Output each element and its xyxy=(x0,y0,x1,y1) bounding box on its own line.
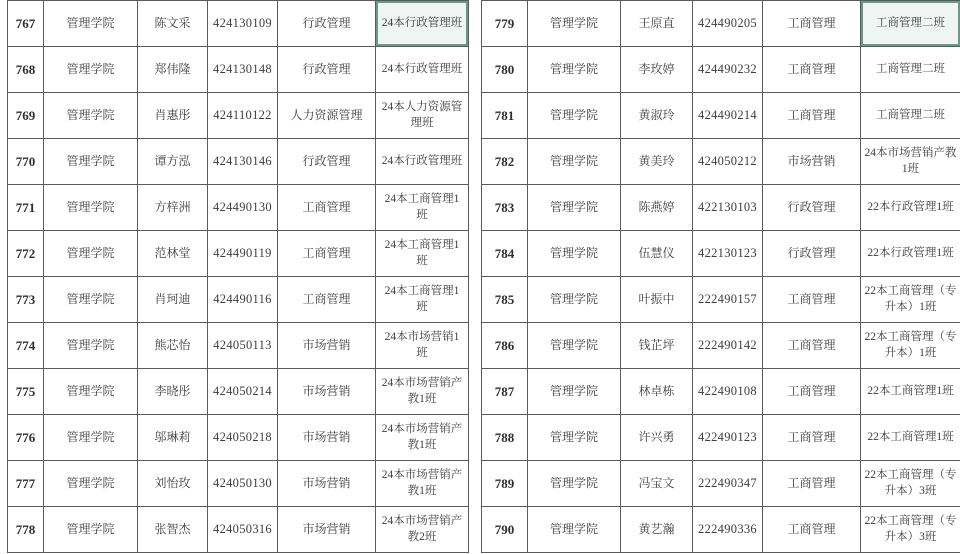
cell-student-id[interactable] xyxy=(693,185,763,231)
cell-row-number[interactable] xyxy=(8,93,44,139)
cell-major[interactable] xyxy=(278,231,376,277)
cell-text: 工商管理 xyxy=(787,62,836,77)
cell-student-name[interactable] xyxy=(138,231,208,277)
cell-text: 24本工商管理1班 xyxy=(384,238,460,267)
cell-student-id[interactable] xyxy=(693,369,763,415)
cell-text: 肖惠彤 xyxy=(154,108,191,123)
cell-student-id[interactable] xyxy=(693,323,763,369)
cell-text: 管理学院 xyxy=(549,108,598,123)
cell-text: 24本人力资源管理班 xyxy=(381,100,463,129)
cell-major[interactable] xyxy=(278,1,376,47)
cell-text: 陈燕婷 xyxy=(638,200,675,215)
cell-text: 管理学院 xyxy=(66,16,115,31)
cell-text: 24本市场营销产教1班 xyxy=(864,146,957,175)
cell-text: 管理学院 xyxy=(66,154,115,169)
cell-text: 黄艺瀚 xyxy=(638,522,675,537)
cell-major[interactable] xyxy=(278,507,376,553)
cell-major[interactable] xyxy=(278,139,376,185)
cell-text: 22本工商管理（专升本）1班 xyxy=(864,330,957,359)
cell-class-name[interactable] xyxy=(861,323,960,369)
cell-text: 770 xyxy=(15,153,36,169)
cell-text: 行政管理 xyxy=(787,246,836,261)
cell-text: 222490157 xyxy=(698,292,757,307)
cell-major[interactable] xyxy=(763,1,861,47)
cell-text: 管理学院 xyxy=(549,16,598,31)
cell-text: 工商管理二班 xyxy=(876,62,945,75)
cell-student-name[interactable] xyxy=(138,415,208,461)
cell-text: 24本市场营销1班 xyxy=(384,330,460,359)
cell-row-number[interactable] xyxy=(8,323,44,369)
cell-major[interactable] xyxy=(278,93,376,139)
cell-text: 786 xyxy=(494,337,515,353)
cell-student-name[interactable] xyxy=(138,277,208,323)
cell-text: 424050218 xyxy=(213,430,272,445)
cell-text: 424490116 xyxy=(213,292,272,307)
cell-text: 424130146 xyxy=(213,154,272,169)
cell-class-name[interactable] xyxy=(376,323,469,369)
cell-text: 行政管理 xyxy=(302,154,351,169)
cell-student-id[interactable] xyxy=(693,461,763,507)
cell-text: 王原直 xyxy=(638,16,675,31)
cell-student-id[interactable] xyxy=(693,415,763,461)
cell-text: 管理学院 xyxy=(66,292,115,307)
cell-text: 422130123 xyxy=(698,246,757,261)
cell-text: 工商管理 xyxy=(787,522,836,537)
cell-text: 424490232 xyxy=(698,62,757,77)
cell-college[interactable] xyxy=(44,185,138,231)
cell-text: 24本市场营销产教1班 xyxy=(381,376,463,405)
cell-text: 24本工商管理1班 xyxy=(384,192,460,221)
cell-class-name[interactable] xyxy=(861,277,960,323)
cell-college[interactable] xyxy=(44,93,138,139)
cell-student-name[interactable] xyxy=(621,461,693,507)
cell-college[interactable] xyxy=(44,507,138,553)
cell-student-id[interactable] xyxy=(693,47,763,93)
cell-text: 钱芷坪 xyxy=(638,338,675,353)
cell-college[interactable] xyxy=(528,139,621,185)
cell-text: 424050214 xyxy=(213,384,272,399)
cell-text: 工商管理 xyxy=(302,200,351,215)
cell-text: 781 xyxy=(494,107,515,123)
cell-text: 管理学院 xyxy=(549,154,598,169)
cell-major[interactable] xyxy=(763,93,861,139)
cell-text: 773 xyxy=(15,291,36,307)
cell-student-name[interactable] xyxy=(621,185,693,231)
cell-class-name[interactable] xyxy=(861,185,960,231)
cell-text: 778 xyxy=(15,521,36,537)
cell-text: 市场营销 xyxy=(302,522,351,537)
cell-student-id[interactable] xyxy=(693,231,763,277)
cell-major[interactable] xyxy=(763,277,861,323)
cell-text: 768 xyxy=(15,61,36,77)
cell-row-number[interactable] xyxy=(8,415,44,461)
cell-text: 管理学院 xyxy=(549,430,598,445)
cell-student-id[interactable] xyxy=(208,47,278,93)
cell-text: 424050113 xyxy=(213,338,272,353)
cell-college[interactable] xyxy=(528,231,621,277)
cell-text: 行政管理 xyxy=(302,62,351,77)
cell-class-name[interactable] xyxy=(861,461,960,507)
cell-text: 人力资源管理 xyxy=(290,108,363,123)
cell-text: 管理学院 xyxy=(66,476,115,491)
student-roster-table-left xyxy=(7,0,469,553)
cell-class-name[interactable] xyxy=(376,231,469,277)
cell-row-number[interactable] xyxy=(8,277,44,323)
cell-text: 管理学院 xyxy=(549,292,598,307)
cell-row-number[interactable] xyxy=(8,461,44,507)
cell-student-name[interactable] xyxy=(621,323,693,369)
cell-row-number[interactable] xyxy=(482,277,528,323)
cell-text: 工商管理 xyxy=(302,292,351,307)
cell-major[interactable] xyxy=(763,507,861,553)
cell-text: 张智杰 xyxy=(154,522,191,537)
cell-text: 779 xyxy=(494,15,515,31)
cell-college[interactable] xyxy=(44,231,138,277)
cell-text: 工商管理 xyxy=(787,108,836,123)
cell-text: 黄淑玲 xyxy=(638,108,675,123)
cell-college[interactable] xyxy=(528,507,621,553)
cell-text: 780 xyxy=(494,61,515,77)
cell-class-name[interactable] xyxy=(861,231,960,277)
cell-class-name[interactable] xyxy=(376,277,469,323)
cell-text: 管理学院 xyxy=(549,522,598,537)
cell-major[interactable] xyxy=(763,231,861,277)
cell-student-id[interactable] xyxy=(208,461,278,507)
cell-major[interactable] xyxy=(278,277,376,323)
cell-text: 陈文采 xyxy=(154,16,191,31)
cell-student-name[interactable] xyxy=(138,139,208,185)
cell-student-id[interactable] xyxy=(208,277,278,323)
student-roster-table-right xyxy=(481,0,960,553)
cell-row-number[interactable] xyxy=(8,231,44,277)
cell-row-number[interactable] xyxy=(482,369,528,415)
cell-class-name[interactable] xyxy=(376,139,469,185)
cell-student-id[interactable] xyxy=(208,369,278,415)
cell-text: 222490336 xyxy=(698,522,757,537)
cell-text: 789 xyxy=(494,475,515,491)
cell-text: 769 xyxy=(15,107,36,123)
cell-major[interactable] xyxy=(278,323,376,369)
cell-class-name[interactable] xyxy=(376,461,469,507)
cell-student-name[interactable] xyxy=(621,231,693,277)
cell-text: 管理学院 xyxy=(66,62,115,77)
cell-major[interactable] xyxy=(278,47,376,93)
cell-major[interactable] xyxy=(278,461,376,507)
cell-text: 熊芯怡 xyxy=(154,338,191,353)
cell-class-name[interactable] xyxy=(376,47,469,93)
cell-text: 工商管理 xyxy=(787,384,836,399)
cell-student-id[interactable] xyxy=(208,93,278,139)
cell-text: 222490142 xyxy=(698,338,757,353)
cell-text: 22本工商管理（专升本）3班 xyxy=(864,514,957,543)
cell-text: 774 xyxy=(15,337,36,353)
selected-cell-class-name[interactable] xyxy=(376,1,469,47)
cell-text: 管理学院 xyxy=(66,108,115,123)
cell-student-name[interactable] xyxy=(621,139,693,185)
cell-row-number[interactable] xyxy=(482,507,528,553)
cell-text: 管理学院 xyxy=(549,338,598,353)
cell-text: 郑伟隆 xyxy=(154,62,191,77)
cell-class-name[interactable] xyxy=(861,415,960,461)
cell-student-id[interactable] xyxy=(208,323,278,369)
cell-text: 工商管理 xyxy=(787,476,836,491)
cell-text: 管理学院 xyxy=(549,476,598,491)
cell-class-name[interactable] xyxy=(861,93,960,139)
cell-college[interactable] xyxy=(44,461,138,507)
cell-row-number[interactable] xyxy=(8,507,44,553)
cell-student-id[interactable] xyxy=(208,507,278,553)
cell-class-name[interactable] xyxy=(376,93,469,139)
cell-text: 767 xyxy=(15,15,36,31)
cell-student-name[interactable] xyxy=(621,277,693,323)
cell-college[interactable] xyxy=(528,369,621,415)
cell-row-number[interactable] xyxy=(482,185,528,231)
cell-major[interactable] xyxy=(763,185,861,231)
cell-text: 424130109 xyxy=(213,16,272,31)
cell-text: 管理学院 xyxy=(66,522,115,537)
cell-row-number[interactable] xyxy=(482,47,528,93)
cell-text: 424050130 xyxy=(213,476,272,491)
cell-college[interactable] xyxy=(44,47,138,93)
cell-text: 22本工商管理（专升本）1班 xyxy=(864,284,957,313)
cell-text: 工商管理 xyxy=(787,292,836,307)
cell-text: 肖珂迪 xyxy=(154,292,191,307)
cell-student-name[interactable] xyxy=(138,369,208,415)
cell-college[interactable] xyxy=(44,1,138,47)
cell-text: 管理学院 xyxy=(549,200,598,215)
cell-text: 24本行政管理班 xyxy=(381,154,463,167)
cell-student-name[interactable] xyxy=(621,47,693,93)
cell-text: 李玫婷 xyxy=(638,62,675,77)
cell-text: 管理学院 xyxy=(66,384,115,399)
cell-text: 790 xyxy=(494,521,515,537)
cell-text: 管理学院 xyxy=(66,200,115,215)
cell-text: 谭方泓 xyxy=(154,154,191,169)
cell-student-name[interactable] xyxy=(138,47,208,93)
cell-text: 422130103 xyxy=(698,200,757,215)
cell-text: 22本工商管理1班 xyxy=(867,384,954,397)
cell-major[interactable] xyxy=(278,369,376,415)
cell-text: 784 xyxy=(494,245,515,261)
cell-text: 783 xyxy=(494,199,515,215)
cell-student-name[interactable] xyxy=(138,323,208,369)
cell-text: 工商管理 xyxy=(787,16,836,31)
cell-text: 24本工商管理1班 xyxy=(384,284,460,313)
cell-text: 工商管理 xyxy=(787,338,836,353)
cell-student-id[interactable] xyxy=(693,507,763,553)
cell-text: 市场营销 xyxy=(787,154,836,169)
cell-text: 22本行政管理1班 xyxy=(867,200,954,213)
cell-text: 管理学院 xyxy=(66,246,115,261)
cell-row-number[interactable] xyxy=(8,185,44,231)
cell-major[interactable] xyxy=(763,47,861,93)
cell-row-number[interactable] xyxy=(482,461,528,507)
cell-text: 冯宝文 xyxy=(638,476,675,491)
selected-cell-class-name[interactable] xyxy=(861,1,960,47)
cell-class-name[interactable] xyxy=(861,507,960,553)
cell-major[interactable] xyxy=(278,415,376,461)
cell-college[interactable] xyxy=(528,1,621,47)
cell-student-id[interactable] xyxy=(208,1,278,47)
cell-student-id[interactable] xyxy=(693,139,763,185)
cell-text: 775 xyxy=(15,383,36,399)
cell-student-id[interactable] xyxy=(693,1,763,47)
cell-college[interactable] xyxy=(528,323,621,369)
cell-text: 市场营销 xyxy=(302,476,351,491)
cell-text: 22本工商管理（专升本）3班 xyxy=(864,468,957,497)
cell-text: 787 xyxy=(494,383,515,399)
cell-text: 24本行政管理班 xyxy=(381,62,463,75)
cell-major[interactable] xyxy=(278,185,376,231)
cell-row-number[interactable] xyxy=(482,323,528,369)
cell-text: 424130148 xyxy=(213,62,272,77)
cell-major[interactable] xyxy=(763,323,861,369)
cell-student-name[interactable] xyxy=(621,1,693,47)
cell-student-id[interactable] xyxy=(208,185,278,231)
cell-student-name[interactable] xyxy=(138,93,208,139)
cell-text: 刘怡玫 xyxy=(154,476,191,491)
cell-class-name[interactable] xyxy=(376,185,469,231)
cell-text: 市场营销 xyxy=(302,338,351,353)
cell-student-id[interactable] xyxy=(208,415,278,461)
cell-college[interactable] xyxy=(528,461,621,507)
cell-text: 工商管理 xyxy=(302,246,351,261)
cell-text: 771 xyxy=(15,199,36,215)
cell-class-name[interactable] xyxy=(376,415,469,461)
cell-text: 785 xyxy=(494,291,515,307)
cell-college[interactable] xyxy=(528,47,621,93)
cell-student-name[interactable] xyxy=(138,507,208,553)
cell-college[interactable] xyxy=(44,415,138,461)
cell-text: 许兴勇 xyxy=(638,430,675,445)
cell-text: 林卓栋 xyxy=(638,384,675,399)
cell-text: 黄美玲 xyxy=(638,154,675,169)
cell-text: 24本市场营销产教1班 xyxy=(381,422,463,451)
cell-text: 424490205 xyxy=(698,16,757,31)
cell-text: 工商管理 xyxy=(787,430,836,445)
cell-major[interactable] xyxy=(763,415,861,461)
cell-row-number[interactable] xyxy=(8,139,44,185)
cell-text: 邬琳莉 xyxy=(154,430,191,445)
cell-text: 李晓彤 xyxy=(154,384,191,399)
cell-text: 市场营销 xyxy=(302,430,351,445)
cell-major[interactable] xyxy=(763,139,861,185)
cell-student-id[interactable] xyxy=(693,93,763,139)
cell-text: 424490119 xyxy=(213,246,272,261)
cell-text: 24本行政管理班 xyxy=(381,16,463,29)
cell-student-name[interactable] xyxy=(621,507,693,553)
cell-class-name[interactable] xyxy=(861,139,960,185)
cell-text: 24本市场营销产教1班 xyxy=(381,468,463,497)
cell-text: 422490108 xyxy=(698,384,757,399)
cell-college[interactable] xyxy=(44,369,138,415)
cell-text: 范林堂 xyxy=(154,246,191,261)
cell-text: 424490130 xyxy=(213,200,272,215)
cell-row-number[interactable] xyxy=(482,231,528,277)
cell-row-number[interactable] xyxy=(482,1,528,47)
cell-text: 方梓洲 xyxy=(154,200,191,215)
cell-text: 788 xyxy=(494,429,515,445)
cell-student-id[interactable] xyxy=(208,139,278,185)
cell-student-name[interactable] xyxy=(621,415,693,461)
cell-text: 市场营销 xyxy=(302,384,351,399)
cell-text: 424110122 xyxy=(213,108,272,123)
cell-text: 管理学院 xyxy=(66,430,115,445)
cell-text: 22本工商管理1班 xyxy=(867,430,954,443)
cell-student-name[interactable] xyxy=(138,185,208,231)
cell-text: 22本行政管理1班 xyxy=(867,246,954,259)
cell-student-name[interactable] xyxy=(138,1,208,47)
cell-text: 777 xyxy=(15,475,36,491)
cell-text: 772 xyxy=(15,245,36,261)
cell-text: 424490214 xyxy=(698,108,757,123)
cell-major[interactable] xyxy=(763,461,861,507)
cell-row-number[interactable] xyxy=(8,1,44,47)
cell-class-name[interactable] xyxy=(861,369,960,415)
cell-college[interactable] xyxy=(44,139,138,185)
cell-student-name[interactable] xyxy=(621,93,693,139)
cell-text: 776 xyxy=(15,429,36,445)
cell-text: 424050316 xyxy=(213,522,272,537)
cell-college[interactable] xyxy=(528,277,621,323)
cell-text: 782 xyxy=(494,153,515,169)
cell-class-name[interactable] xyxy=(376,369,469,415)
cell-college[interactable] xyxy=(44,277,138,323)
cell-text: 工商管理二班 xyxy=(876,108,945,121)
cell-major[interactable] xyxy=(763,369,861,415)
cell-text: 422490123 xyxy=(698,430,757,445)
cell-text: 行政管理 xyxy=(787,200,836,215)
cell-text: 叶振中 xyxy=(638,292,675,307)
cell-class-name[interactable] xyxy=(861,47,960,93)
cell-text: 管理学院 xyxy=(549,62,598,77)
cell-text: 管理学院 xyxy=(549,384,598,399)
cell-student-id[interactable] xyxy=(693,277,763,323)
cell-student-name[interactable] xyxy=(138,461,208,507)
cell-text: 24本市场营销产教2班 xyxy=(381,514,463,543)
cell-student-id[interactable] xyxy=(208,231,278,277)
cell-college[interactable] xyxy=(528,185,621,231)
cell-text: 伍慧仪 xyxy=(638,246,675,261)
cell-row-number[interactable] xyxy=(8,47,44,93)
cell-text: 行政管理 xyxy=(302,16,351,31)
cell-row-number[interactable] xyxy=(482,415,528,461)
cell-text: 工商管理二班 xyxy=(876,16,945,29)
cell-college[interactable] xyxy=(528,93,621,139)
cell-row-number[interactable] xyxy=(8,369,44,415)
cell-college[interactable] xyxy=(44,323,138,369)
cell-student-name[interactable] xyxy=(621,369,693,415)
cell-text: 管理学院 xyxy=(66,338,115,353)
cell-row-number[interactable] xyxy=(482,139,528,185)
cell-text: 424050212 xyxy=(698,154,757,169)
cell-college[interactable] xyxy=(528,415,621,461)
cell-text: 管理学院 xyxy=(549,246,598,261)
cell-text: 222490347 xyxy=(698,476,757,491)
cell-row-number[interactable] xyxy=(482,93,528,139)
cell-class-name[interactable] xyxy=(376,507,469,553)
